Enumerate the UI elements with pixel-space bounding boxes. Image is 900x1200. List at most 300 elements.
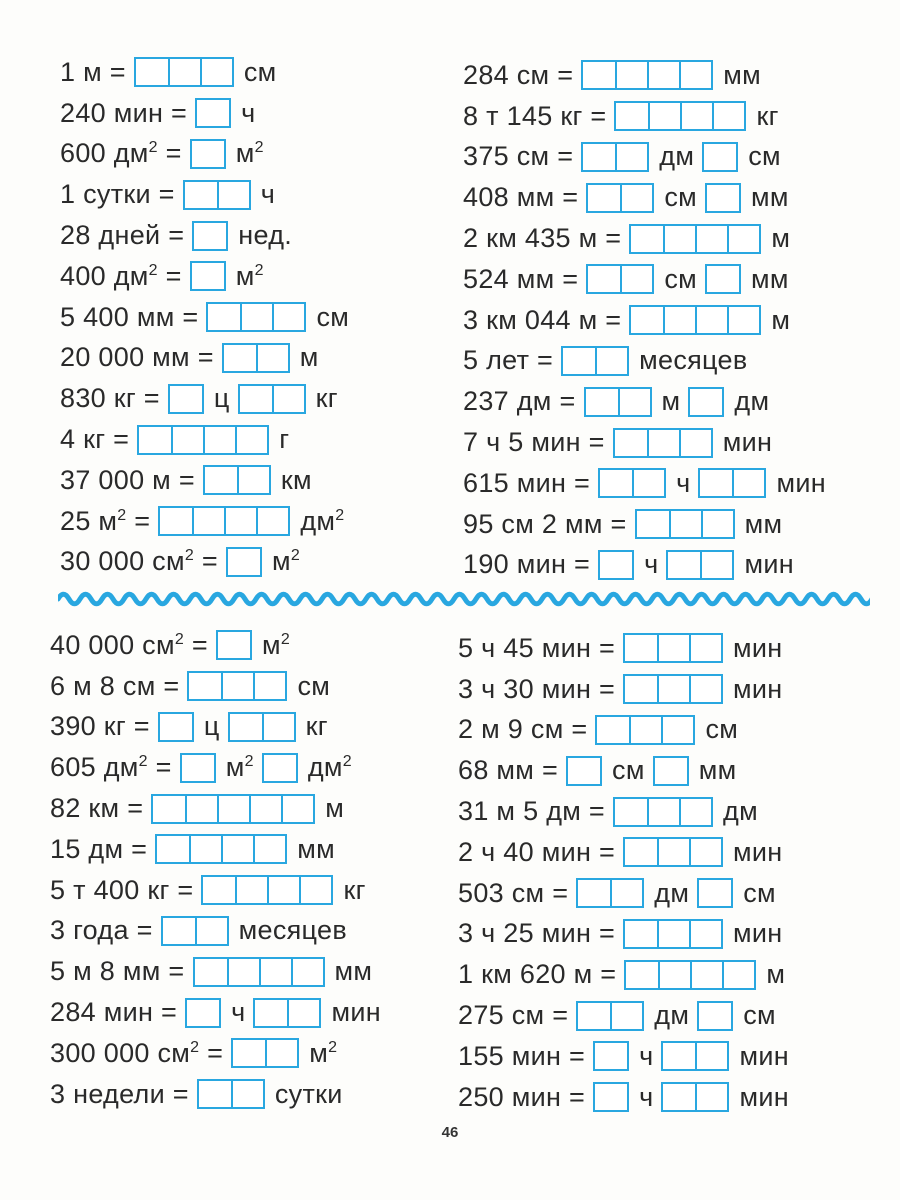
answer-cell[interactable]: [253, 836, 285, 862]
answer-cell[interactable]: [157, 836, 189, 862]
expression-text: мм: [334, 956, 373, 987]
answer-cell[interactable]: [192, 263, 224, 289]
answer-cell[interactable]: [680, 103, 712, 129]
answer-cell[interactable]: [262, 714, 294, 740]
answer-box[interactable]: [702, 142, 738, 172]
answer-box[interactable]: [581, 60, 713, 90]
answer-box[interactable]: [666, 550, 734, 580]
expression-text: нед.: [238, 220, 293, 251]
exercise-column-top-left: [60, 52, 349, 582]
expression-text: ч: [260, 179, 276, 210]
expression-text: ч: [231, 997, 246, 1028]
expression-text: км: [280, 464, 312, 495]
answer-cell[interactable]: [240, 386, 272, 412]
expression-text: дм: [654, 877, 690, 908]
answer-box[interactable]: [613, 428, 713, 458]
answer-cell[interactable]: [668, 552, 700, 578]
answer-box[interactable]: [698, 468, 766, 498]
answer-cell[interactable]: [568, 758, 600, 784]
exercise-row: [60, 501, 349, 542]
exponent: 2: [148, 261, 158, 279]
exercise-row: [60, 460, 349, 501]
answer-cell[interactable]: [218, 632, 250, 658]
answer-cell[interactable]: [626, 962, 658, 988]
exercise-row: [458, 832, 789, 873]
answer-cell[interactable]: [299, 877, 331, 903]
answer-cell[interactable]: [259, 959, 291, 985]
exercise-column-bottom-left: [50, 625, 381, 1115]
expression-text: $м^2$: [225, 752, 254, 783]
expression-text: 300 000 $см^2$ =: [50, 1037, 224, 1068]
answer-box[interactable]: [576, 878, 644, 908]
answer-cell[interactable]: [253, 673, 285, 699]
answer-cell[interactable]: [661, 717, 693, 743]
expression-text: 2 м 9 см =: [458, 714, 588, 745]
answer-box[interactable]: [192, 221, 228, 251]
answer-cell[interactable]: [647, 799, 679, 825]
answer-cell[interactable]: [189, 673, 221, 699]
answer-cell[interactable]: [563, 348, 595, 374]
answer-box[interactable]: [134, 57, 234, 87]
answer-cell[interactable]: [631, 226, 663, 252]
expression-text: мин: [739, 1081, 789, 1112]
expression-text: 31 м 5 дм =: [458, 796, 606, 827]
answer-cell[interactable]: [663, 1084, 695, 1110]
answer-cell[interactable]: [615, 430, 647, 456]
answer-cell[interactable]: [657, 676, 689, 702]
expression-text: 6 м 8 см =: [50, 670, 180, 701]
expression-text: кг: [315, 383, 338, 414]
answer-box[interactable]: [231, 1038, 299, 1068]
exercise-row: [458, 914, 789, 955]
expression-text: 400 $дм^2$ =: [60, 260, 182, 291]
exponent: 2: [174, 630, 185, 648]
answer-box[interactable]: [623, 919, 723, 949]
expression-text: 600 $дм^2$ =: [60, 138, 182, 169]
answer-cell[interactable]: [231, 1081, 263, 1107]
exponent: 2: [184, 547, 195, 565]
answer-box[interactable]: [595, 715, 695, 745]
expression-text: ц: [203, 711, 220, 742]
answer-cell[interactable]: [291, 959, 323, 985]
answer-box[interactable]: [629, 305, 761, 335]
answer-box[interactable]: [187, 671, 287, 701]
answer-cell[interactable]: [136, 59, 168, 85]
answer-cell[interactable]: [256, 508, 288, 534]
answer-cell[interactable]: [695, 1084, 727, 1110]
answer-cell[interactable]: [620, 266, 652, 292]
answer-cell[interactable]: [192, 141, 224, 167]
answer-cell[interactable]: [200, 59, 232, 85]
exponent: 2: [254, 261, 264, 279]
answer-box[interactable]: [566, 756, 602, 786]
exercise-row: [50, 992, 381, 1033]
exercise-row: [60, 215, 349, 256]
answer-box[interactable]: [253, 998, 321, 1028]
answer-cell[interactable]: [281, 796, 313, 822]
answer-cell[interactable]: [272, 386, 304, 412]
expression-text: см: [316, 301, 350, 332]
answer-cell[interactable]: [618, 389, 650, 415]
answer-box[interactable]: [688, 387, 724, 417]
expression-text: см: [743, 877, 776, 908]
answer-box[interactable]: [614, 101, 746, 131]
answer-cell[interactable]: [700, 552, 732, 578]
answer-cell[interactable]: [689, 839, 721, 865]
answer-cell[interactable]: [195, 918, 227, 944]
answer-box[interactable]: [206, 302, 306, 332]
answer-cell[interactable]: [221, 836, 253, 862]
expression-text: 3 года =: [50, 915, 153, 946]
answer-cell[interactable]: [237, 467, 269, 493]
answer-cell[interactable]: [695, 307, 727, 333]
answer-cell[interactable]: [208, 304, 240, 330]
expression-text: мм: [751, 263, 789, 294]
answer-cell[interactable]: [647, 430, 679, 456]
answer-cell[interactable]: [615, 62, 647, 88]
answer-cell[interactable]: [732, 470, 764, 496]
answer-cell[interactable]: [689, 676, 721, 702]
answer-cell[interactable]: [722, 962, 754, 988]
answer-cell[interactable]: [217, 796, 249, 822]
answer-cell[interactable]: [583, 144, 615, 170]
answer-cell[interactable]: [625, 839, 657, 865]
answer-box[interactable]: [623, 837, 723, 867]
answer-box[interactable]: [624, 960, 756, 990]
answer-box[interactable]: [155, 834, 287, 864]
answer-cell[interactable]: [689, 635, 721, 661]
expression-text: см: [705, 714, 739, 745]
answer-cell[interactable]: [287, 1000, 319, 1026]
answer-cell[interactable]: [182, 755, 214, 781]
answer-cell[interactable]: [227, 959, 259, 985]
answer-cell[interactable]: [727, 226, 759, 252]
answer-cell[interactable]: [655, 758, 687, 784]
answer-cell[interactable]: [615, 144, 647, 170]
answer-cell[interactable]: [205, 467, 237, 493]
answer-box[interactable]: [629, 224, 761, 254]
answer-box[interactable]: [137, 425, 269, 455]
expression-text: мм: [723, 59, 762, 90]
answer-cell[interactable]: [195, 959, 227, 985]
answer-cell[interactable]: [699, 880, 731, 906]
answer-box[interactable]: [581, 142, 649, 172]
answer-box[interactable]: [576, 1001, 644, 1031]
answer-cell[interactable]: [616, 103, 648, 129]
answer-cell[interactable]: [203, 427, 235, 453]
answer-cell[interactable]: [197, 100, 229, 126]
answer-box[interactable]: [584, 387, 652, 417]
answer-cell[interactable]: [203, 877, 235, 903]
answer-cell[interactable]: [707, 266, 739, 292]
answer-cell[interactable]: [727, 307, 759, 333]
answer-cell[interactable]: [230, 714, 262, 740]
answer-cell[interactable]: [171, 427, 203, 453]
answer-cell[interactable]: [578, 1003, 610, 1029]
expression-text: м: [299, 342, 319, 373]
exercise-row: [458, 750, 789, 791]
expression-text: 5 лет =: [463, 345, 554, 376]
answer-cell[interactable]: [168, 59, 200, 85]
answer-cell[interactable]: [588, 185, 620, 211]
expression-text: сутки: [274, 1078, 343, 1109]
answer-cell[interactable]: [153, 796, 185, 822]
answer-cell[interactable]: [595, 348, 627, 374]
answer-cell[interactable]: [224, 508, 256, 534]
answer-box[interactable]: [623, 633, 723, 663]
answer-cell[interactable]: [265, 1040, 297, 1066]
expression-text: $м^2$: [261, 629, 291, 660]
expression-text: 240 мин =: [60, 97, 188, 128]
answer-cell[interactable]: [632, 470, 664, 496]
answer-box[interactable]: [226, 547, 262, 577]
exercise-row: [463, 177, 826, 218]
answer-cell[interactable]: [160, 714, 192, 740]
answer-cell[interactable]: [657, 921, 689, 947]
answer-cell[interactable]: [699, 1003, 731, 1029]
expression-text: 3 недели =: [50, 1078, 189, 1109]
answer-box[interactable]: [593, 1082, 629, 1112]
expression-text: дм: [734, 386, 770, 417]
expression-text: мин: [739, 1040, 789, 1071]
answer-cell[interactable]: [679, 799, 711, 825]
answer-cell[interactable]: [267, 877, 299, 903]
answer-box[interactable]: [238, 384, 306, 414]
answer-cell[interactable]: [658, 962, 690, 988]
answer-cell[interactable]: [701, 511, 733, 537]
answer-cell[interactable]: [689, 921, 721, 947]
exponent: 2: [290, 547, 301, 565]
answer-cell[interactable]: [625, 676, 657, 702]
answer-cell[interactable]: [712, 103, 744, 129]
exercise-row: [463, 259, 826, 300]
wave-divider: [58, 588, 870, 610]
expression-text: кг: [756, 100, 779, 131]
answer-box[interactable]: [661, 1041, 729, 1071]
answer-box[interactable]: [653, 756, 689, 786]
answer-cell[interactable]: [648, 103, 680, 129]
answer-box[interactable]: [661, 1082, 729, 1112]
expression-text: мм: [744, 508, 783, 539]
answer-cell[interactable]: [221, 673, 253, 699]
answer-cell[interactable]: [256, 345, 288, 371]
answer-cell[interactable]: [235, 427, 267, 453]
answer-box[interactable]: [697, 878, 733, 908]
exercise-row: [50, 1074, 381, 1115]
answer-cell[interactable]: [663, 1043, 695, 1069]
answer-cell[interactable]: [163, 918, 195, 944]
answer-box[interactable]: [161, 916, 229, 946]
answer-cell[interactable]: [610, 1003, 642, 1029]
answer-cell[interactable]: [625, 921, 657, 947]
answer-cell[interactable]: [228, 549, 260, 575]
answer-cell[interactable]: [264, 755, 296, 781]
answer-cell[interactable]: [187, 1000, 219, 1026]
exercise-row: [463, 55, 826, 96]
answer-cell[interactable]: [637, 511, 669, 537]
answer-cell[interactable]: [272, 304, 304, 330]
answer-cell[interactable]: [139, 427, 171, 453]
expression-text: мин: [722, 427, 773, 458]
expression-text: ч: [644, 549, 659, 580]
exercise-row: [50, 788, 381, 829]
answer-cell[interactable]: [669, 511, 701, 537]
exercise-row: [463, 381, 826, 422]
answer-box[interactable]: [168, 384, 204, 414]
answer-cell[interactable]: [647, 62, 679, 88]
answer-cell[interactable]: [199, 1081, 231, 1107]
exercise-row: [463, 422, 826, 463]
answer-cell[interactable]: [189, 836, 221, 862]
answer-box[interactable]: [222, 343, 290, 373]
answer-cell[interactable]: [597, 717, 629, 743]
expression-text: месяцев: [639, 345, 748, 376]
answer-cell[interactable]: [194, 223, 226, 249]
answer-box[interactable]: [586, 264, 654, 294]
expression-text: 250 мин =: [458, 1081, 586, 1112]
answer-box[interactable]: [190, 261, 226, 291]
answer-cell[interactable]: [578, 880, 610, 906]
expression-text: 5 т 400 кг =: [50, 874, 194, 905]
expression-text: ц: [213, 383, 230, 414]
answer-cell[interactable]: [600, 470, 632, 496]
expression-text: 5 400 мм =: [60, 301, 199, 332]
answer-cell[interactable]: [663, 226, 695, 252]
answer-box[interactable]: [635, 509, 735, 539]
expression-text: мин: [733, 918, 783, 949]
answer-cell[interactable]: [600, 552, 632, 578]
expression-text: дм: [654, 1000, 690, 1031]
answer-cell[interactable]: [695, 1043, 727, 1069]
expression-text: дм: [723, 796, 758, 827]
answer-cell[interactable]: [695, 226, 727, 252]
answer-cell[interactable]: [679, 430, 711, 456]
answer-cell[interactable]: [240, 304, 272, 330]
exponent: 2: [254, 139, 264, 157]
answer-cell[interactable]: [595, 1043, 627, 1069]
expression-text: см: [664, 182, 698, 213]
answer-cell[interactable]: [679, 62, 711, 88]
answer-box[interactable]: [561, 346, 629, 376]
answer-cell[interactable]: [663, 307, 695, 333]
exercise-row: [458, 791, 789, 832]
expression-text: мм: [297, 833, 335, 864]
answer-box[interactable]: [216, 630, 252, 660]
answer-cell[interactable]: [192, 508, 224, 534]
answer-box[interactable]: [598, 468, 666, 498]
answer-box[interactable]: [697, 1001, 733, 1031]
exercise-row: [50, 1033, 381, 1074]
expression-text: 3 ч 30 мин =: [458, 673, 616, 704]
exercise-row: [458, 710, 789, 751]
answer-box[interactable]: [228, 712, 296, 742]
answer-cell[interactable]: [625, 635, 657, 661]
exercise-row: [458, 669, 789, 710]
expression-text: мин: [744, 549, 794, 580]
answer-box[interactable]: [195, 98, 231, 128]
answer-cell[interactable]: [583, 62, 615, 88]
answer-cell[interactable]: [217, 182, 249, 208]
answer-cell[interactable]: [690, 389, 722, 415]
answer-cell[interactable]: [160, 508, 192, 534]
expression-text: см: [243, 56, 277, 87]
answer-box[interactable]: [201, 875, 333, 905]
expression-text: 503 см =: [458, 877, 569, 908]
exercise-row: [458, 1036, 789, 1077]
answer-cell[interactable]: [588, 266, 620, 292]
answer-cell[interactable]: [700, 470, 732, 496]
answer-box[interactable]: [613, 797, 713, 827]
answer-cell[interactable]: [690, 962, 722, 988]
answer-box[interactable]: [180, 753, 216, 783]
exercise-row: [50, 747, 381, 788]
answer-box[interactable]: [593, 1041, 629, 1071]
answer-cell[interactable]: [620, 185, 652, 211]
expression-text: 2 км 435 м =: [463, 223, 622, 254]
expression-text: 8 т 145 кг =: [463, 100, 607, 131]
answer-cell[interactable]: [615, 799, 647, 825]
answer-cell[interactable]: [629, 717, 661, 743]
expression-text: 284 мин =: [50, 997, 178, 1028]
answer-box[interactable]: [623, 674, 723, 704]
answer-cell[interactable]: [255, 1000, 287, 1026]
answer-box[interactable]: [705, 183, 741, 213]
exponent: 2: [148, 139, 158, 157]
answer-box[interactable]: [586, 183, 654, 213]
answer-box[interactable]: [183, 180, 251, 210]
answer-box[interactable]: [203, 465, 271, 495]
expression-text: кг: [305, 711, 328, 742]
answer-cell[interactable]: [657, 635, 689, 661]
expression-text: 284 см =: [463, 59, 574, 90]
answer-box[interactable]: [190, 139, 226, 169]
answer-box[interactable]: [158, 506, 290, 536]
answer-cell[interactable]: [657, 839, 689, 865]
answer-cell[interactable]: [704, 144, 736, 170]
expression-text: ч: [241, 97, 256, 128]
answer-cell[interactable]: [249, 796, 281, 822]
answer-cell[interactable]: [185, 182, 217, 208]
answer-cell[interactable]: [631, 307, 663, 333]
expression-text: $м^2$: [271, 546, 301, 577]
answer-box[interactable]: [262, 753, 298, 783]
answer-box[interactable]: [193, 957, 325, 987]
answer-box[interactable]: [185, 998, 221, 1028]
answer-cell[interactable]: [586, 389, 618, 415]
answer-box[interactable]: [158, 712, 194, 742]
answer-cell[interactable]: [185, 796, 217, 822]
answer-cell[interactable]: [610, 880, 642, 906]
answer-box[interactable]: [598, 550, 634, 580]
answer-cell[interactable]: [595, 1084, 627, 1110]
answer-box[interactable]: [151, 794, 315, 824]
answer-box[interactable]: [197, 1079, 265, 1109]
answer-cell[interactable]: [233, 1040, 265, 1066]
expression-text: 1 м =: [60, 56, 126, 87]
exponent: 2: [328, 1038, 338, 1056]
answer-cell[interactable]: [707, 185, 739, 211]
expression-text: 20 000 мм =: [60, 342, 214, 373]
exercise-column-bottom-right: [458, 628, 789, 1118]
answer-cell[interactable]: [224, 345, 256, 371]
expression-text: ч: [676, 467, 691, 498]
expression-text: 3 ч 25 мин =: [458, 918, 616, 949]
exercise-column-top-right: [463, 55, 826, 585]
answer-cell[interactable]: [235, 877, 267, 903]
expression-text: ч: [639, 1040, 654, 1071]
answer-cell[interactable]: [170, 386, 202, 412]
answer-box[interactable]: [705, 264, 741, 294]
